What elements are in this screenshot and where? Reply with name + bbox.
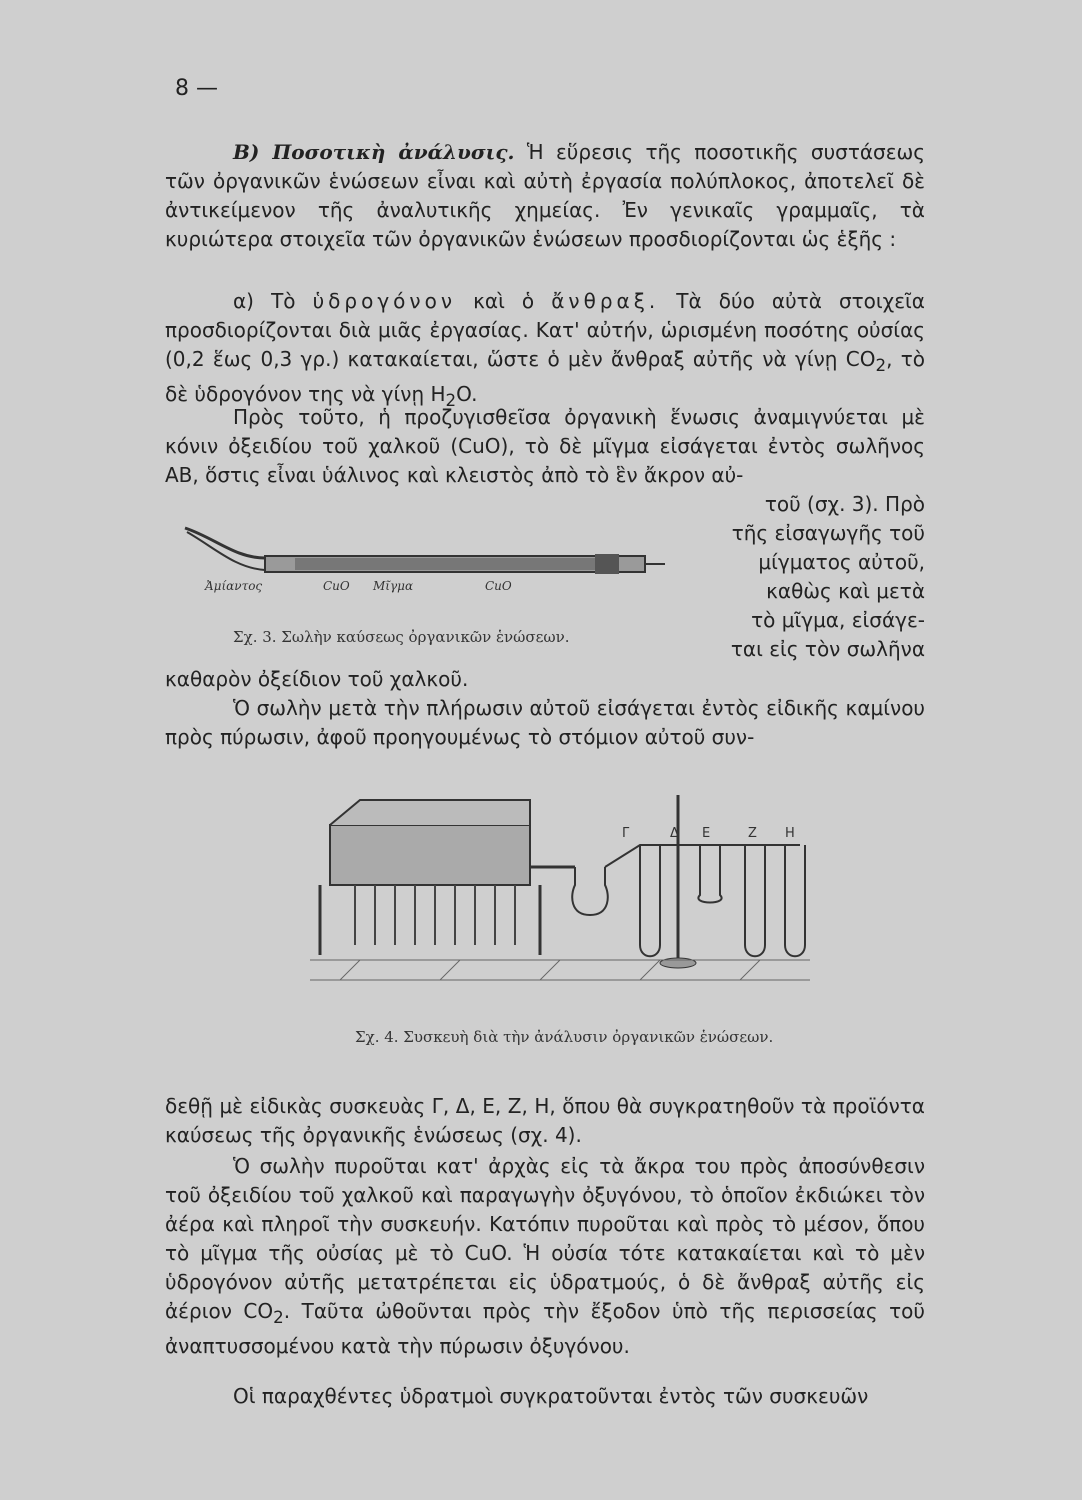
fig4-label-epsilon: Ε bbox=[702, 826, 711, 841]
fig3-label-cuo-right: CuO bbox=[485, 579, 512, 593]
paragraph-pure-oxide: καθαρὸν ὀξείδιον τοῦ χαλκοῦ. bbox=[165, 667, 469, 691]
paragraph-procedure: Πρὸς τοῦτο, ἡ προζυγισθεῖσα ὀργανικὴ ἕνωσις ἀναμιγνύεται μὲ κόνιν ὀξειδίου τοῦ χαλκοῦ (CuO), τὸ δὲ μῖγμα εἰσάγεται ἐντὸς σωλῆνος ΑΒ, ὅστις εἶναι ὑάλινος καὶ κλειστὸς ἀπὸ τὸ ἓν ἄκρον αὐ- bbox=[165, 405, 925, 487]
fig4-label-zeta: Ζ bbox=[748, 826, 757, 841]
side-text-column: τοῦ (σχ. 3). Πρὸ τῆς εἰσαγωγῆς τοῦ μίγματος αὐτοῦ, καθὼς καὶ μετὰ τὸ μῖγμα, εἰσάγε- ται εἰς τὸν σωλῆνα bbox=[730, 492, 925, 661]
paragraph-devices: δεθῇ μὲ εἰδικὰς συσκευὰς Γ, Δ, Ε, Ζ, Η, ὅπου θὰ συγκρατηθοῦν τὰ προϊόντα καύσεως τῆς ὀργανικῆς ἑνώσεως (σχ. 4). bbox=[165, 1094, 925, 1147]
emphasized-word: ἄνθραξ. bbox=[551, 289, 660, 313]
fig4-label-eta: Η bbox=[785, 826, 795, 841]
section-heading: Β) Ποσοτικὴ ἀνάλυσις. bbox=[233, 140, 515, 164]
paragraph-heating: Ὁ σωλὴν πυροῦται κατ' ἀρχὰς εἰς τὰ ἄκρα του πρὸς ἀποσύνθεσιν τοῦ ὀξειδίου τοῦ χαλκοῦ καὶ παραγωγὴν ὀξυγόνου, τὸ ὁποῖον ἐκδιώκει τὸν ἀέρα καὶ πληροῖ τὴν συσκευήν. Κατόπιν πυροῦται καὶ πρὸς τὸ μέσον, ὅπου τὸ μῖγμα τῆς οὐσίας μὲ τὸ CuO. Ἡ οὐσία τότε κατακαίεται καὶ τὸ μὲν ὑδρογόνον αὐτῆς μετατρέπεται εἰς ὑδρατμούς, ὁ δὲ ἄνθραξ αὐτῆς εἰς ἀέριον $CO_2$. Ταῦτα ὠθοῦνται πρὸς τὴν ἔξοδον ὑπὸ τῆς περισσείας τοῦ ἀναπτυσσομένου κατὰ τὴν πύρωσιν ὀξυγόνου. bbox=[165, 1154, 925, 1358]
figure-4-caption: Σχ. 4. Συσκευὴ διὰ τὴν ἀνάλυσιν ὀργανικῶν ἑνώσεων. bbox=[355, 1028, 774, 1046]
paragraph-hydrogen-carbon: α) Τὸ ὑδρογόνον καὶ ὁ ἄνθραξ. Τὰ δύο αὐτὰ στοιχεῖα προσδιορίζονται διὰ μιᾶς ἐργασίας. Κατ' αὐτήν, ὡρισμένη ποσότης οὐσίας (0,2 ἕως 0,3 γρ.) κατακαίεται, ὥστε ὁ μὲν ἄνθραξ αὐτῆς νὰ γίνῃ $CO_2$, τὸ δὲ ὑδρογόνον της νὰ γίνῃ $H_2O$. bbox=[165, 289, 925, 410]
fig3-label-mixture: Μῖγμα bbox=[373, 579, 414, 593]
fig3-label-asbestos: Ἀμίαντος bbox=[205, 579, 263, 593]
page-number: 8 — bbox=[175, 76, 218, 101]
emphasized-word: ὑδρογόνον bbox=[312, 289, 457, 313]
paragraph-vapors: Οἱ παραχθέντες ὑδρατμοὶ συγκρατοῦνται ἐντὸς τῶν συσκευῶν bbox=[233, 1384, 869, 1408]
figure-4-apparatus bbox=[300, 785, 820, 1015]
figure-3-caption: Σχ. 3. Σωλὴν καύσεως ὀργανικῶν ἑνώσεων. bbox=[233, 628, 570, 646]
paragraph-quantitative-analysis bbox=[165, 138, 925, 254]
paragraph-furnace: Ὁ σωλὴν μετὰ τὴν πλήρωσιν αὐτοῦ εἰσάγεται ἐντὸς εἰδικῆς καμίνου πρὸς πύρωσιν, ἀφοῦ προηγουμένως τὸ στόμιον αὐτοῦ συν- bbox=[165, 696, 925, 749]
fig4-label-delta: Δ bbox=[670, 826, 679, 841]
figure-3-combustion-tube bbox=[175, 518, 675, 608]
fig4-label-gamma: Γ bbox=[622, 826, 630, 841]
fig3-label-cuo-left: CuO bbox=[323, 579, 350, 593]
paragraph-text: Ἡ εὕρεσις τῆς ποσοτικῆς συστάσεως τῶν ὀργανικῶν ἑνώσεων εἶναι καὶ αὐτὴ ἐργασία πολύπλοκος, ἀποτελεῖ δὲ ἀντικείμενον τῆς ἀναλυτικῆς χημείας. Ἐν γενικαῖς γραμμαῖς, τὰ κυριώτερα στοιχεῖα τῶν ὀργανικῶν ἑνώσεων προσδιορίζονται ὡς ἑξῆς : bbox=[165, 140, 926, 251]
